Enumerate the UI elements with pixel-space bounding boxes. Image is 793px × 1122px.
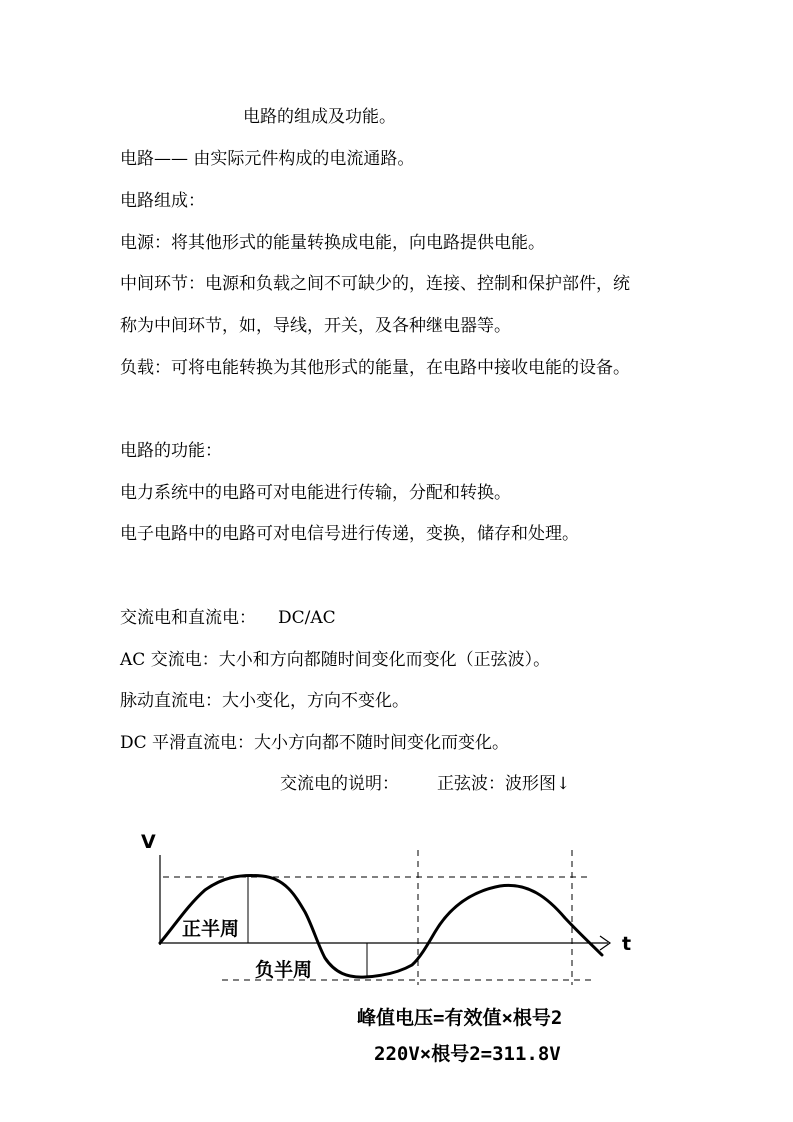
- page-title: 电路的组成及功能。: [243, 107, 396, 127]
- time-axis-label: t: [622, 933, 632, 955]
- positive-half-label: 正半周: [182, 918, 240, 940]
- power-system-text: 电力系统中的电路可对电能进行传输，分配和转换。: [120, 483, 511, 503]
- power-source-text: 电源：将其他形式的能量转换成电能，向电路提供电能。: [120, 233, 545, 253]
- electronic-circuit-text: 电子电路中的电路可对电信号进行传递，变换，储存和处理。: [120, 524, 579, 544]
- formula-peak-voltage: 峰值电压=有效值×根号2: [357, 1007, 563, 1029]
- acdc-heading-label: 交流电和直流电：: [120, 608, 256, 628]
- voltage-axis-label: V: [141, 831, 156, 853]
- smooth-dc-text: DC 平滑直流电：大小方向都不随时间变化而变化。: [120, 733, 510, 753]
- caption-left: 交流电的说明：: [280, 774, 399, 794]
- middle-link-text-1: 中间环节：电源和负载之间不可缺少的，连接、控制和保护部件，统: [120, 274, 630, 294]
- load-text: 负载：可将电能转换为其他形式的能量，在电路中接收电能的设备。: [120, 358, 630, 378]
- circuit-definition: 电路—— 由实际元件构成的电流通路。: [120, 149, 415, 169]
- acdc-heading-tag: DC/AC: [278, 608, 336, 628]
- composition-heading: 电路组成：: [120, 191, 205, 211]
- middle-link-text-2: 称为中间环节，如，导线，开关，及各种继电器等。: [120, 316, 511, 336]
- ac-text: AC 交流电：大小和方向都随时间变化而变化（正弦波）。: [120, 650, 551, 670]
- function-heading: 电路的功能：: [120, 441, 222, 461]
- pulsating-dc-text: 脉动直流电：大小变化，方向不变化。: [120, 691, 409, 711]
- negative-half-label: 负半周: [255, 959, 313, 981]
- caption-right: 正弦波：波形图↓: [437, 774, 571, 794]
- formula-example: 220V×根号2=311.8V: [374, 1043, 561, 1065]
